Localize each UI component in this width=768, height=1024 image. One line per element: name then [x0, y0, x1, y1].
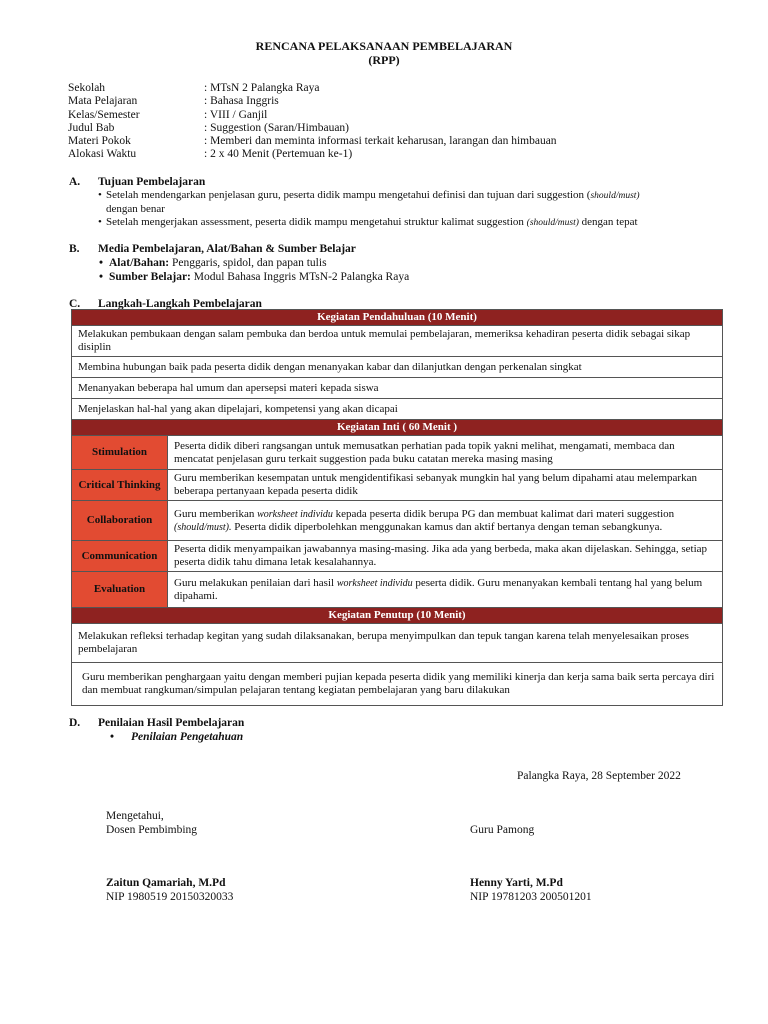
stage-text: Guru memberikan: [174, 507, 258, 520]
right-signer-nip: NIP 19781203 200501201: [470, 891, 592, 903]
info-value: : Bahasa Inggris: [204, 95, 279, 108]
mengetahui-label: Mengetahui,: [106, 810, 164, 822]
objective-item: • Setelah mendengarkan penjelasan guru, peserta didik mampu mengetahui definisi dan tujuan dari suggestion (should/must) dengan benar: [98, 189, 640, 215]
left-role: Dosen Pembimbing: [106, 824, 198, 836]
objective-text: Setelah mendengarkan penjelasan guru, peserta didik mampu mengetahui definisi dan tujuan dari suggestion (: [106, 189, 591, 201]
place-date: Palangka Raya, 28 September 2022: [517, 770, 681, 782]
stage-text: kepada peserta didik berupa PG dan membuat kalimat dari materi suggestion: [332, 507, 675, 520]
left-signer-name: Zaitun Qamariah, M.Pd: [106, 877, 226, 889]
info-row: [68, 122, 557, 135]
steps-table: [71, 309, 723, 706]
pendahuluan-row: Menjelaskan hal-hal yang akan dipelajari, kompetensi yang akan dicapai: [72, 399, 723, 420]
stage-description: [168, 436, 723, 470]
stage-text: Guru memberikan kesempatan untuk mengidentifikasi sebanyak mungkin hal yang belum dipahami atau melemparkan beberapa pertanyaan kepada peserta didik: [174, 472, 697, 497]
stage-emphasis: worksheet individu: [257, 508, 333, 520]
left-signer-nip: NIP 1980519 20150320033: [106, 891, 234, 903]
right-signer-name: Henny Yarti, M.Pd: [470, 877, 563, 889]
section-title: Langkah-Langkah Pembelajaran: [98, 298, 262, 310]
info-row: [68, 82, 557, 95]
info-value: : Memberi dan meminta informasi terkait keharusan, larangan dan himbauan: [204, 135, 557, 148]
info-row: [68, 109, 557, 122]
objective-text-end: dengan tepat: [578, 216, 638, 228]
media-label: Sumber Belajar:: [109, 271, 191, 283]
pendahuluan-row: Melakukan pembukaan dengan salam pembuka dan berdoa untuk memulai pembelajaran, memeriksa kehadiran peserta didik sebagai sikap disiplin: [72, 326, 723, 357]
info-label: Materi Pokok: [68, 135, 131, 148]
pendahuluan-header: Kegiatan Pendahuluan (10 Menit): [72, 310, 723, 326]
stage-text: Peserta didik diperbolehkan menggunakan kamus dan aktif bertanya dengan teman sebangkunya.: [231, 520, 663, 533]
stage-text: peserta didik. Guru menanyakan kembali tentang hal yang belum dipahami.: [174, 576, 703, 602]
stage-label: Communication: [72, 541, 168, 572]
info-label: Mata Pelajaran: [68, 95, 138, 108]
info-value: : 2 x 40 Menit (Pertemuan ke-1): [204, 148, 353, 161]
stage-label: Collaboration: [72, 501, 168, 541]
info-label: Judul Bab: [68, 121, 115, 134]
stage-description: [168, 541, 723, 572]
media-label: Alat/Bahan:: [109, 257, 170, 269]
section-letter: D.: [69, 717, 81, 729]
stage-text: Peserta didik diberi rangsangan untuk memusatkan perhatian pada topik yakni melihat, mengamati, membaca dan mencatat penjelasan guru terkait suggestion pada buku catatan mereka masing masing: [174, 439, 675, 465]
pendahuluan-row: Membina hubungan baik pada peserta didik dengan menanyakan kabar dan dilanjutkan dengan perkenalan singkat: [72, 357, 723, 378]
stage-label: Stimulation: [72, 436, 168, 470]
info-value: : Suggestion (Saran/Himbauan): [204, 121, 350, 134]
media-item: • Alat/Bahan: Penggaris, spidol, dan papan tulis: [99, 257, 327, 269]
objective-emphasis: (should/must): [526, 218, 579, 228]
media-text: Penggaris, spidol, dan papan tulis: [169, 257, 327, 269]
objective-item: • Setelah mengerjakan assessment, peserta didik mampu mengetahui struktur kalimat suggestion (should/must) dengan tepat: [98, 216, 638, 228]
stage-emphasis: worksheet individu: [336, 577, 413, 589]
stage-text: Guru melakukan penilaian dari hasil: [174, 576, 337, 589]
stage-description: [168, 572, 723, 608]
stage-emphasis: (should/must).: [174, 521, 232, 533]
assessment-text: Penilaian Pengetahuan: [131, 731, 244, 743]
doc-title: RENCANA PELAKSANAAN PEMBELAJARAN: [255, 39, 513, 53]
right-role: Guru Pamong: [470, 824, 535, 836]
penutup-row: Guru memberikan penghargaan yaitu dengan memberi pujian kepada peserta didik yang memiliki kinerja dan kerja sama baik serta percaya diri dan membuat rangkuman/simpulan pelajaran tentang kegiatan pembelajaran yang baru dilakukan: [72, 663, 723, 706]
doc-subtitle: (RPP): [368, 53, 400, 67]
section-letter: C.: [69, 298, 81, 310]
penutup-row: Melakukan refleksi terhadap kegitan yang sudah dilaksanakan, berupa menyimpulkan dan tepuk tangan karena telah menyelesaikan proses pembelajaran: [72, 624, 723, 663]
info-row: [68, 135, 557, 148]
info-value: : MTsN 2 Palangka Raya: [204, 82, 320, 94]
pendahuluan-row: Menanyakan beberapa hal umum dan apersepsi materi kepada siswa: [72, 378, 723, 399]
media-item: • Sumber Belajar: Modul Bahasa Inggris MTsN-2 Palangka Raya: [99, 271, 410, 283]
inti-header: Kegiatan Inti ( 60 Menit ): [72, 420, 723, 436]
section-title: Media Pembelajaran, Alat/Bahan & Sumber Belajar: [98, 243, 356, 255]
identity-block: [68, 82, 557, 162]
info-row: [68, 148, 557, 161]
stage-description: [168, 501, 723, 541]
objective-emphasis: should/must): [590, 191, 640, 201]
assessment-item: • Penilaian Pengetahuan: [110, 731, 244, 743]
stage-label: Critical Thinking: [72, 470, 168, 501]
media-text: Modul Bahasa Inggris MTsN-2 Palangka Raya: [190, 271, 410, 283]
info-row: [68, 95, 557, 108]
section-d-heading: [69, 717, 244, 729]
info-value: : VIII / Ganjil: [204, 108, 268, 121]
penutup-header: Kegiatan Penutup (10 Menit): [72, 608, 723, 624]
stage-label: Evaluation: [72, 572, 168, 608]
section-title: Penilaian Hasil Pembelajaran: [98, 717, 245, 729]
info-label: Sekolah: [68, 82, 106, 94]
info-label: Kelas/Semester: [68, 108, 140, 121]
stage-text: Peserta didik menyampaikan jawabannya masing-masing. Jika ada yang berbeda, maka akan dijelaskan. Sehingga, setiap peserta didik tahu dimana letak kesalahannya.: [174, 543, 708, 568]
section-b-heading: [69, 243, 356, 255]
section-letter: B.: [69, 243, 80, 255]
section-a-heading: [69, 176, 205, 188]
info-label: Alokasi Waktu: [68, 148, 137, 161]
stage-description: [168, 470, 723, 501]
section-title: Tujuan Pembelajaran: [98, 176, 206, 188]
section-letter: A.: [69, 176, 81, 188]
objective-text-cont: dengan benar: [106, 203, 165, 215]
objective-text: Setelah mengerjakan assessment, peserta didik mampu mengetahui struktur kalimat suggestion: [106, 216, 527, 228]
